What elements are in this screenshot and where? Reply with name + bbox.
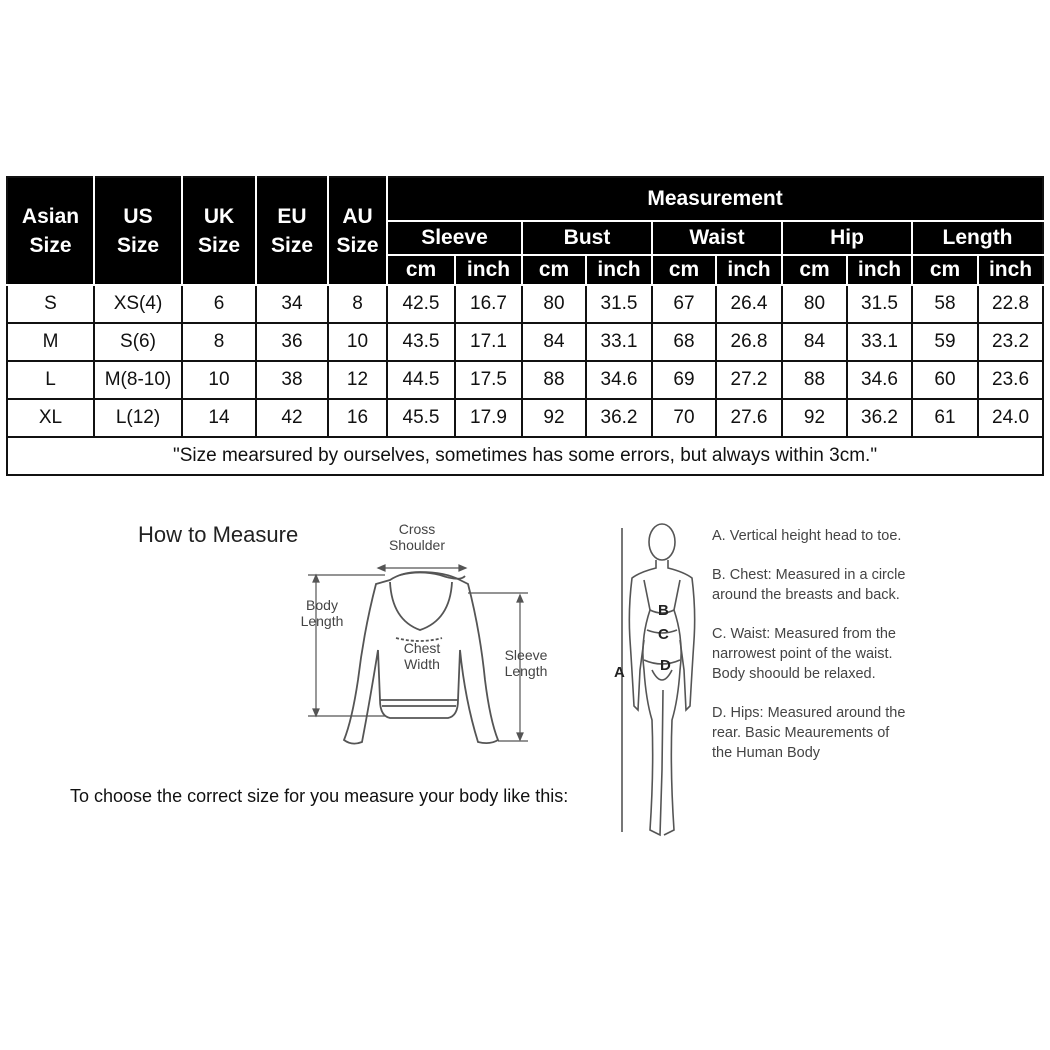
table-cell: 88 bbox=[782, 361, 847, 399]
table-cell: 84 bbox=[782, 323, 847, 361]
header-measurement: Measurement bbox=[387, 177, 1043, 221]
table-cell: L bbox=[7, 361, 94, 399]
table-cell: 69 bbox=[652, 361, 716, 399]
marker-a: A bbox=[614, 664, 625, 681]
table-row bbox=[7, 323, 1043, 361]
marker-b: B bbox=[658, 602, 669, 619]
measure-instruction: To choose the correct size for you measure your body like this: bbox=[70, 786, 569, 806]
header-unit-cm: cm bbox=[522, 255, 586, 285]
table-cell: 67 bbox=[652, 285, 716, 323]
table-cell: 44.5 bbox=[387, 361, 455, 399]
table-cell: 68 bbox=[652, 323, 716, 361]
table-cell: 70 bbox=[652, 399, 716, 437]
table-cell: 34 bbox=[256, 285, 328, 323]
table-cell: 31.5 bbox=[847, 285, 912, 323]
table-cell: 42.5 bbox=[387, 285, 455, 323]
header-unit-cm: cm bbox=[387, 255, 455, 285]
table-row bbox=[7, 285, 1043, 323]
table-cell: 34.6 bbox=[847, 361, 912, 399]
header-unit-cm: cm bbox=[652, 255, 716, 285]
table-cell: 34.6 bbox=[586, 361, 652, 399]
table-cell: 10 bbox=[182, 361, 256, 399]
body-length-label: Body Length bbox=[300, 597, 344, 629]
header-waist: Waist bbox=[652, 221, 782, 255]
table-cell: 26.4 bbox=[716, 285, 782, 323]
table-cell: XS(4) bbox=[94, 285, 182, 323]
body-measure-notes bbox=[712, 526, 912, 782]
table-cell: 36.2 bbox=[586, 399, 652, 437]
header-uk-size: UK Size bbox=[182, 177, 256, 285]
table-cell: 8 bbox=[182, 323, 256, 361]
chest-width-label: Chest Width bbox=[403, 640, 441, 672]
table-cell: 61 bbox=[912, 399, 978, 437]
table-cell: 8 bbox=[328, 285, 387, 323]
table-cell: 33.1 bbox=[847, 323, 912, 361]
note-d: D. Hips: Measured around the rear. Basic Meaurements of the Human Body bbox=[712, 705, 906, 761]
table-cell: 17.1 bbox=[455, 323, 522, 361]
note-c: C. Waist: Measured from the narrowest point of the waist. Body shoould be relaxed. bbox=[712, 626, 896, 682]
table-cell: 31.5 bbox=[586, 285, 652, 323]
header-hip: Hip bbox=[782, 221, 912, 255]
header-unit-inch: inch bbox=[978, 255, 1043, 285]
marker-d: D bbox=[660, 657, 671, 674]
body-measure-diagram bbox=[610, 520, 710, 850]
header-unit-inch: inch bbox=[455, 255, 522, 285]
table-cell: 36 bbox=[256, 323, 328, 361]
table-cell: 24.0 bbox=[978, 399, 1043, 437]
table-cell: 17.5 bbox=[455, 361, 522, 399]
table-cell: XL bbox=[7, 399, 94, 437]
size-note: "Size mearsured by ourselves, sometimes has some errors, but always within 3cm." bbox=[7, 437, 1043, 475]
table-cell: 59 bbox=[912, 323, 978, 361]
table-row bbox=[7, 361, 1043, 399]
header-sleeve: Sleeve bbox=[387, 221, 522, 255]
table-cell: 14 bbox=[182, 399, 256, 437]
table-cell: 84 bbox=[522, 323, 586, 361]
note-a: A. Vertical height head to toe. bbox=[712, 528, 902, 544]
table-cell: S(6) bbox=[94, 323, 182, 361]
header-unit-inch: inch bbox=[716, 255, 782, 285]
header-asian-size: Asian Size bbox=[7, 177, 94, 285]
table-cell: 33.1 bbox=[586, 323, 652, 361]
table-cell: 6 bbox=[182, 285, 256, 323]
header-us-size: US Size bbox=[94, 177, 182, 285]
table-cell: 23.2 bbox=[978, 323, 1043, 361]
table-cell: 42 bbox=[256, 399, 328, 437]
table-cell: 58 bbox=[912, 285, 978, 323]
header-eu-size: EU Size bbox=[256, 177, 328, 285]
header-unit-inch: inch bbox=[847, 255, 912, 285]
header-bust: Bust bbox=[522, 221, 652, 255]
marker-c: C bbox=[658, 626, 669, 643]
table-cell: 43.5 bbox=[387, 323, 455, 361]
header-length: Length bbox=[912, 221, 1043, 255]
table-cell: M bbox=[7, 323, 94, 361]
table-cell: 45.5 bbox=[387, 399, 455, 437]
table-cell: 80 bbox=[522, 285, 586, 323]
note-b: B. Chest: Measured in a circle around the breasts and back. bbox=[712, 567, 906, 603]
how-to-measure-title: How to Measure bbox=[138, 522, 299, 547]
table-cell: 38 bbox=[256, 361, 328, 399]
table-cell: M(8-10) bbox=[94, 361, 182, 399]
table-cell: 92 bbox=[522, 399, 586, 437]
table-cell: 36.2 bbox=[847, 399, 912, 437]
table-cell: S bbox=[7, 285, 94, 323]
table-cell: 12 bbox=[328, 361, 387, 399]
table-cell: 22.8 bbox=[978, 285, 1043, 323]
header-unit-cm: cm bbox=[782, 255, 847, 285]
header-unit-inch: inch bbox=[586, 255, 652, 285]
cross-shoulder-label: Cross Shoulder bbox=[388, 521, 446, 553]
size-chart-table bbox=[6, 176, 1044, 476]
table-row bbox=[7, 399, 1043, 437]
table-cell: 92 bbox=[782, 399, 847, 437]
table-cell: L(12) bbox=[94, 399, 182, 437]
table-cell: 27.6 bbox=[716, 399, 782, 437]
header-au-size: AU Size bbox=[328, 177, 387, 285]
table-cell: 88 bbox=[522, 361, 586, 399]
table-cell: 17.9 bbox=[455, 399, 522, 437]
table-cell: 23.6 bbox=[978, 361, 1043, 399]
table-cell: 80 bbox=[782, 285, 847, 323]
sleeve-length-label: Sleeve Length bbox=[504, 647, 548, 679]
header-unit-cm: cm bbox=[912, 255, 978, 285]
table-cell: 60 bbox=[912, 361, 978, 399]
table-cell: 16 bbox=[328, 399, 387, 437]
table-cell: 10 bbox=[328, 323, 387, 361]
table-cell: 16.7 bbox=[455, 285, 522, 323]
table-cell: 27.2 bbox=[716, 361, 782, 399]
table-cell: 26.8 bbox=[716, 323, 782, 361]
